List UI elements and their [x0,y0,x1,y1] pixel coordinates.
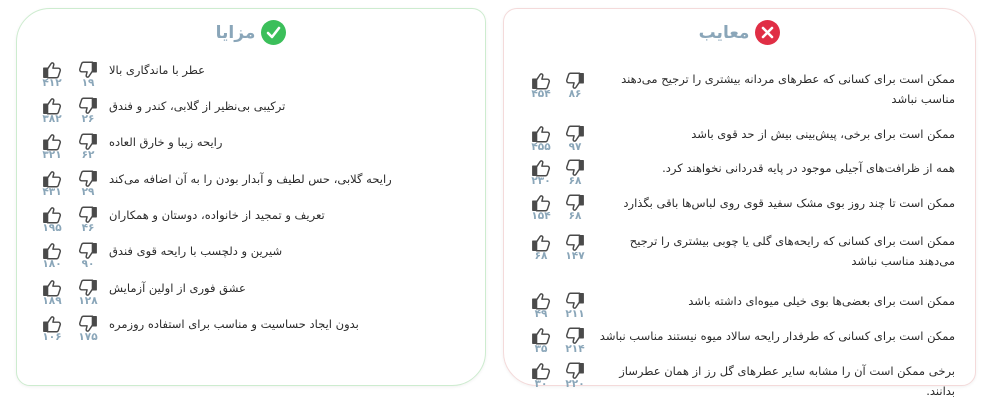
like-button[interactable] [530,361,552,395]
like-count: ۱۵۴ [531,210,551,222]
dislike-count: ۸۶ [568,88,582,100]
dislike-button[interactable] [77,241,99,275]
pros-title: مزایا [215,22,256,43]
dislike-count: ۲۹ [81,186,95,198]
pros-panel [16,8,486,386]
pros-list-item [17,278,485,318]
like-count: ۲۳۰ [531,175,551,187]
dislike-button[interactable] [564,71,586,105]
pros-list-item [17,60,485,100]
dislike-count: ۲۱۱ [565,308,585,320]
cons-list-item [504,326,975,366]
cons-list-item [504,71,975,111]
pros-list-item [17,132,485,172]
like-count: ۳۰ [534,378,548,390]
dislike-button[interactable] [564,326,586,360]
like-count: ۳۲۱ [42,149,62,161]
like-count: ۱۸۹ [42,295,62,307]
like-count: ۴۳۱ [42,186,62,198]
like-button[interactable] [41,241,63,275]
dislike-button[interactable] [77,278,99,312]
like-button[interactable] [530,291,552,325]
dislike-button[interactable] [77,205,99,239]
like-button[interactable] [41,278,63,312]
like-count: ۴۱۲ [42,77,62,89]
dislike-button[interactable] [564,291,586,325]
like-count: ۱۹۵ [42,222,62,234]
cons-list-item [504,361,975,401]
cons-item-text: ممکن است برای برخی، پیش‌بینی بیش از حد قوی باشد [691,127,955,141]
dislike-button[interactable] [77,132,99,166]
like-count: ۱۰۶ [42,331,62,343]
dislike-count: ۲۶ [81,113,95,125]
pros-item-text: رایحه گلابی، حس لطیف و آبدار بودن را به آن اضافه می‌کند [109,172,392,186]
dislike-button[interactable] [564,124,586,158]
cons-list-item [504,291,975,331]
like-button[interactable] [530,158,552,192]
dislike-button[interactable] [77,60,99,94]
like-button[interactable] [530,233,552,267]
dislike-count: ۱۷۵ [78,331,98,343]
pros-header [17,20,485,45]
like-count: ۱۸۰ [42,258,62,270]
dislike-count: ۱۲۸ [78,295,98,307]
dislike-count: ۶۸ [568,210,582,222]
like-button[interactable] [530,193,552,227]
check-circle-icon [261,20,286,45]
dislike-button[interactable] [564,193,586,227]
dislike-count: ۹۷ [568,141,582,153]
like-button[interactable] [530,326,552,360]
like-count: ۴۵۵ [531,141,551,153]
dislike-count: ۹۰ [81,258,95,270]
cons-title: معایب [698,22,750,43]
dislike-button[interactable] [77,314,99,348]
like-button[interactable] [41,169,63,203]
dislike-button[interactable] [564,158,586,192]
cons-item-text: ممکن است برای کسانی که طرفدار رایحه سالاد میوه نیستند مناسب نباشد [599,329,955,343]
dislike-count: ۲۲۰ [565,378,585,390]
like-count: ۶۸ [534,250,548,262]
dislike-count: ۶۸ [568,175,582,187]
pros-item-text: عطر با ماندگاری بالا [109,63,206,77]
cons-item-text: ممکن است تا چند روز بوی مشک سفید قوی روی لباس‌ها باقی بگذارد [623,196,955,210]
like-button[interactable] [41,60,63,94]
pros-list-item [17,205,485,245]
cons-list-item [504,158,975,198]
cons-list-item [504,193,975,233]
dislike-count: ۱۹ [81,77,95,89]
pros-item-text: شیرین و دلچسب با رایحه قوی فندق [109,244,283,258]
pros-list-item [17,169,485,209]
pros-list-item [17,241,485,281]
like-button[interactable] [41,205,63,239]
cons-item-text: همه از ظرافت‌های آجیلی موجود در پایه قدردانی نخواهند کرد. [662,161,955,175]
dislike-count: ۶۲ [81,149,95,161]
like-button[interactable] [41,314,63,348]
like-button[interactable] [41,96,63,130]
dislike-button[interactable] [77,96,99,130]
dislike-count: ۱۴۷ [565,250,585,262]
x-circle-icon [755,20,780,45]
cons-item-text: ممکن است برای کسانی که رایحه‌های گلی یا چوبی بیشتری را ترجیح می‌دهند مناسب نباشد [629,234,955,268]
cons-list-item [504,233,975,273]
pros-item-text: رایحه زیبا و خارق العاده [109,135,223,149]
like-count: ۴۵۴ [531,88,551,100]
like-button[interactable] [530,124,552,158]
pros-item-text: ترکیبی بی‌نظیر از گلابی، کندر و فندق [109,99,286,113]
like-button[interactable] [530,71,552,105]
pros-list-item [17,314,485,354]
dislike-button[interactable] [77,169,99,203]
dislike-count: ۲۱۴ [565,343,585,355]
like-count: ۳۵ [534,343,548,355]
pros-item-text: عشق فوری از اولین آزمایش [109,281,246,295]
like-count: ۳۸۲ [42,113,62,125]
cons-item-text: برخی ممکن است آن را مشابه سایر عطرهای گل رز از همان عطرساز بدانند. [619,364,955,398]
pros-item-text: بدون ایجاد حساسیت و مناسب برای استفاده روزمره [109,317,359,331]
pros-item-text: تعریف و تمجید از خانواده، دوستان و همکاران [109,208,325,222]
cons-item-text: ممکن است برای بعضی‌ها بوی خیلی میوه‌ای داشته باشد [688,294,955,308]
dislike-button[interactable] [564,361,586,395]
cons-panel [503,8,976,398]
dislike-button[interactable] [564,233,586,267]
cons-item-text: ممکن است برای کسانی که عطرهای مردانه بیشتری را ترجیح می‌دهند مناسب نباشد [621,72,955,106]
cons-header [504,20,975,45]
pros-list-item [17,96,485,136]
dislike-count: ۴۶ [81,222,95,234]
like-count: ۴۹ [534,308,548,320]
like-button[interactable] [41,132,63,166]
